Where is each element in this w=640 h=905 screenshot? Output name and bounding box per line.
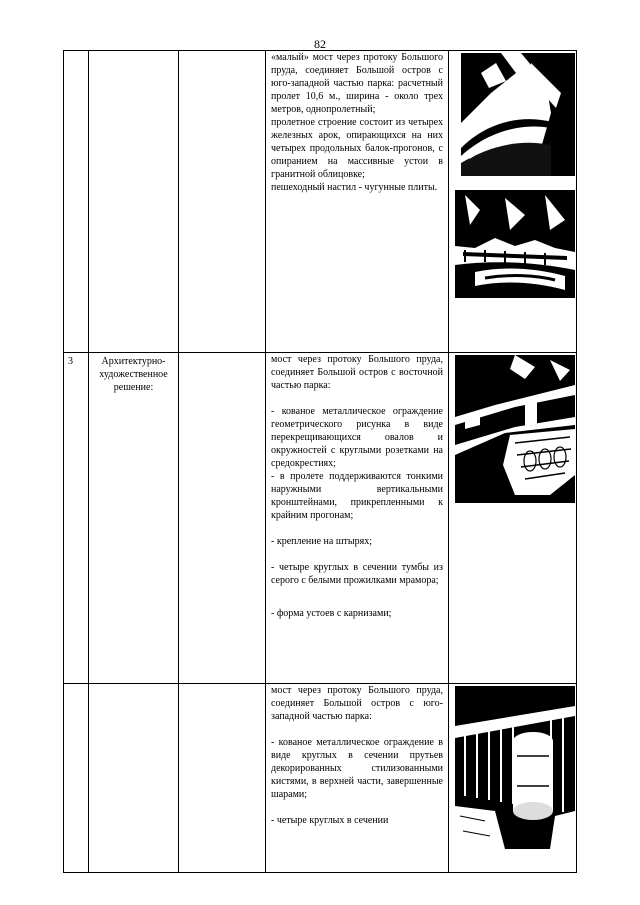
description-paragraph: - форма устоев с карнизами;: [271, 608, 392, 619]
table-row: [64, 684, 577, 873]
description-paragraph: - крепление на штырях;: [271, 536, 373, 547]
empty-cell: [179, 51, 266, 353]
description-paragraph: - четыре круглых в сечении тумбы из серого с белыми прожилками мрамора;: [271, 562, 443, 586]
marble-post-photo: [455, 686, 575, 849]
description-paragraph: мост через протоку Большого пруда, соединяет Большой остров с восточной частью парка:: [271, 354, 443, 391]
description-paragraph: пешеходный настил - чугунные плиты.: [271, 182, 438, 193]
number-cell: [64, 684, 89, 873]
page-number: 82: [314, 37, 326, 51]
photo-cell: [449, 684, 577, 873]
heading-cell: [89, 684, 179, 873]
empty-cell: [179, 684, 266, 873]
description-paragraph: мост через протоку Большого пруда, соединяет Большой остров с юго-западной частью парка:: [271, 685, 443, 722]
table-row: [64, 353, 577, 684]
row-number: 3: [64, 353, 89, 684]
empty-cell: [179, 353, 266, 684]
bridge-park-photo: [455, 190, 575, 298]
description-paragraph: - кованое металлическое ограждение геометрического рисунка в виде перекрещивающихся овалов и окружностей с круглыми розетками на средокрестиях;: [271, 406, 443, 469]
bridge-arch-photo: [461, 53, 575, 176]
description-paragraph: «малый» мост через протоку Большого пруда, соединяет Большой остров с юго-западной частью парка: расчетный пролет 10,6 м., ширина - около трех метров, однопролетный;: [271, 52, 443, 115]
description-paragraph: - четыре круглых в сечении: [271, 815, 389, 826]
row-heading: Архитектурно-художественное решение:: [89, 353, 179, 684]
photo-cell: [449, 353, 577, 684]
description-paragraph: - кованое металлическое ограждение в виде круглых в сечении прутьев декорированных стилизованными кистями, в верхней части, завершенные шарами;: [271, 737, 443, 800]
description-paragraph: пролетное строение состоит из четырех железных арок, опирающихся на них четырех продольных балок-прогонов, с опиранием на массивные устои в гранитной облицовке;: [271, 117, 443, 180]
table-row: [64, 51, 577, 353]
number-cell: [64, 51, 89, 353]
document-table: [63, 50, 577, 873]
description-cell: [266, 353, 449, 684]
description-cell: [266, 51, 449, 353]
heading-cell: [89, 51, 179, 353]
railing-oval-photo: [455, 355, 575, 503]
description-cell: [266, 684, 449, 873]
photo-cell: [449, 51, 577, 353]
description-paragraph: - в пролете поддерживаются тонкими наружными вертикальными кронштейнами, прикрепленными к крайним прогонам;: [271, 471, 443, 521]
